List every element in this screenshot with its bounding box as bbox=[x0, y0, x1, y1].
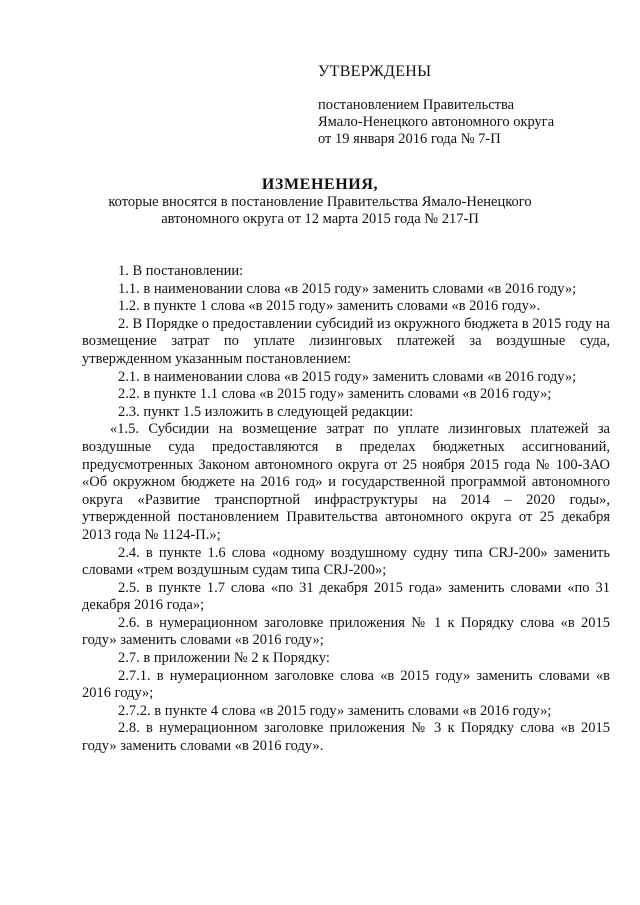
approval-line: от 19 января 2016 года № 7-П bbox=[318, 131, 501, 147]
document-body bbox=[82, 263, 610, 756]
paragraph: 2.2. в пункте 1.1 слова «в 2015 году» заменить словами «в 2016 году»; bbox=[118, 386, 552, 403]
paragraph: 1. В постановлении: bbox=[118, 263, 244, 279]
paragraph: 2.1. в наименовании слова «в 2015 году» заменить словами «в 2016 году»; bbox=[118, 368, 577, 385]
subtitle-line: которые вносятся в постановление Правительства Ямало-Ненецкого bbox=[108, 194, 532, 210]
paragraph: 2.7.1. в нумерационном заголовке слова «в 2015 году» заменить словами «в 2016 году»; bbox=[82, 667, 610, 702]
paragraph: 2. В Порядке о предоставлении субсидий из окружного бюджета в 2015 году на возмещение затрат по уплате лизинговых платежей за воздушные суда, утвержденном указанным постановлением: bbox=[82, 315, 610, 367]
approval-line: постановлением Правительства bbox=[318, 97, 515, 113]
approval-line: Ямало-Ненецкого автономного округа bbox=[318, 114, 555, 130]
paragraph: «1.5. Субсидии на возмещение затрат по уплате лизинговых платежей за воздушные суда предоставляются в пределах бюджетных ассигнований, предусмотренных Законом автономного округа от 25 ноября 2015 года № 100-ЗАО «Об окружном бюджете на 2016 год» и государственной программой автономного округа «Развитие транспортной инфраструктуры на 2014 – 2020 годы», утвержденной постановлением Правительства автономного округа от 25 декабря 2013 года № 1124-П.»; bbox=[82, 421, 610, 543]
approval-block bbox=[318, 62, 618, 148]
paragraph: 1.1. в наименовании слова «в 2015 году» заменить словами «в 2016 году»; bbox=[118, 280, 577, 297]
paragraph: 2.7. в приложении № 2 к Порядку: bbox=[118, 650, 330, 667]
paragraph: 1.2. в пункте 1 слова «в 2015 году» заменить словами «в 2016 году». bbox=[118, 298, 541, 315]
approval-heading: УТВЕРЖДЕНЫ bbox=[318, 63, 432, 80]
paragraph: 2.5. в пункте 1.7 слова «по 31 декабря 2015 года» заменить словами «по 31 декабря 2016 года»; bbox=[82, 579, 610, 614]
document-title: ИЗМЕНЕНИЯ, bbox=[261, 176, 379, 193]
paragraph: 2.8. в нумерационном заголовке приложения № 3 к Порядку слова «в 2015 году» заменить словами «в 2016 году». bbox=[82, 720, 610, 755]
paragraph: 2.7.2. в пункте 4 слова «в 2015 году» заменить словами «в 2016 году»; bbox=[118, 702, 552, 719]
subtitle-line: автономного округа от 12 марта 2015 года № 217-П bbox=[161, 211, 479, 227]
paragraph: 2.3. пункт 1.5 изложить в следующей редакции: bbox=[118, 403, 414, 420]
document-subtitle bbox=[0, 194, 640, 228]
paragraph: 2.4. в пункте 1.6 слова «одному воздушному судну типа CRJ-200» заменить словами «трем воздушным судам типа CRJ-200»; bbox=[82, 544, 610, 579]
paragraph: 2.6. в нумерационном заголовке приложения № 1 к Порядку слова «в 2015 году» заменить словами «в 2016 году»; bbox=[82, 614, 610, 649]
